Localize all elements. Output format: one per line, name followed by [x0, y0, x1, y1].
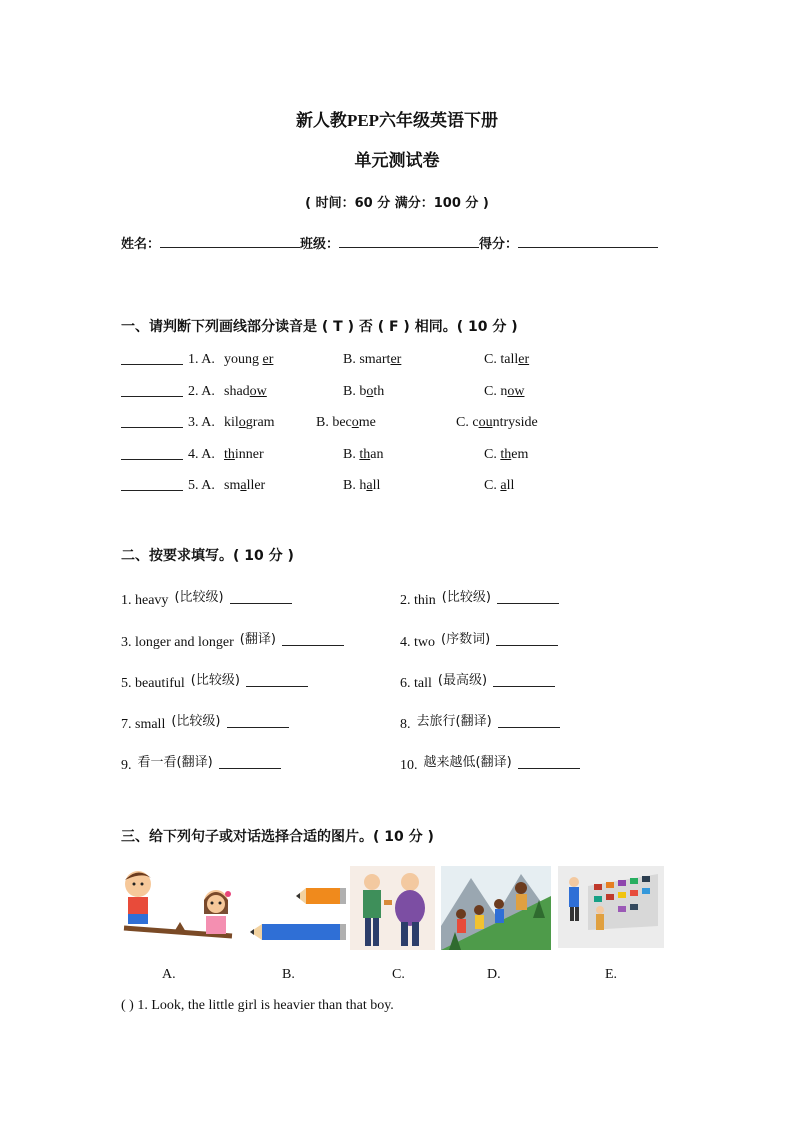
option-a-pre: shad [224, 384, 250, 399]
title-suffix: 六年级英语下册 [379, 111, 499, 131]
option-b-post: th [373, 384, 385, 399]
picture-d-hikers [441, 866, 551, 950]
fill-item [121, 672, 308, 692]
fill-item-blank[interactable] [230, 591, 292, 604]
answer-blank[interactable] [121, 478, 183, 496]
option-b-pre: B. b [343, 384, 367, 399]
picture-b-pencils [248, 882, 348, 942]
fill-item-blank[interactable] [227, 715, 289, 728]
fill-item-instruction: (比较级) [171, 714, 221, 729]
fill-item [121, 631, 344, 651]
fill-item-blank[interactable] [497, 591, 559, 604]
option-c-pre: C. tall [484, 352, 519, 367]
option-a [224, 352, 273, 368]
option-c-pre: C. n [484, 384, 508, 399]
class-label: 班级： [300, 237, 340, 252]
option-b-pre: B. bec [316, 415, 352, 430]
fill-item-blank[interactable] [219, 756, 281, 769]
option-a-post: ller [246, 478, 266, 493]
option-a [224, 384, 267, 400]
picture-label: E. [605, 967, 618, 982]
fill-item-word: 4. two [400, 635, 435, 650]
option-c [484, 352, 529, 368]
fill-item-instruction: 去旅行(翻译) [416, 714, 492, 729]
option-b-ul: o [351, 415, 359, 430]
fill-item-word: 3. longer and longer [121, 635, 234, 650]
answer-blank[interactable] [121, 384, 183, 402]
option-c-pre: C. [484, 447, 501, 462]
picture-e-shoe-store [558, 866, 664, 948]
option-a-post: inner [234, 447, 264, 462]
item-number: 2. A. [188, 384, 215, 399]
fill-item-word: 6. tall [400, 676, 432, 691]
option-c-ul: ou [478, 415, 493, 430]
fill-item [121, 713, 289, 733]
fill-item [400, 754, 580, 774]
option-a-ul: er [262, 352, 274, 367]
fill-item-blank[interactable] [282, 633, 344, 646]
title-prefix: 新人教 [295, 111, 347, 131]
option-c-ul: a [500, 478, 507, 493]
option-a-ul: ow [249, 384, 267, 399]
fill-item-blank[interactable] [493, 674, 555, 687]
option-b-post: ll [372, 478, 381, 493]
option-b-post: me [358, 415, 376, 430]
picture-label: D. [487, 967, 501, 982]
option-b [343, 384, 384, 400]
score-label: 得分： [479, 237, 519, 252]
option-c-ul: th [500, 447, 512, 462]
picture-label: B. [282, 967, 295, 982]
fill-item [400, 631, 558, 651]
student-info [121, 233, 658, 252]
option-b-pre: B. h [343, 478, 367, 493]
answer-blank[interactable] [121, 415, 183, 433]
option-a-ul: th [224, 447, 235, 462]
option-a-post: gram [245, 415, 275, 430]
option-c-post: ll [506, 478, 515, 493]
option-c [456, 415, 538, 431]
fill-item-word: 1. heavy [121, 593, 169, 608]
fill-item-word: 9. [121, 758, 132, 773]
option-b [316, 415, 376, 431]
answer-blank[interactable] [121, 447, 183, 465]
option-a [224, 447, 264, 463]
option-a [224, 478, 265, 494]
fill-item-word: 10. [400, 758, 418, 773]
fill-item [400, 713, 560, 733]
item-number: 4. A. [188, 447, 215, 462]
option-c [484, 384, 524, 400]
picture-a-seesaw [120, 866, 240, 950]
fill-item-word: 8. [400, 717, 411, 732]
option-b-pre: B. [343, 447, 360, 462]
fill-item-instruction: (比较级) [190, 673, 240, 688]
page-title [0, 106, 794, 131]
option-a-ul: o [238, 415, 246, 430]
title-pep: PEP [346, 111, 380, 130]
exam-meta: ( 时间：60 分 满分：100 分 ) [305, 196, 489, 211]
option-b-post: an [370, 447, 384, 462]
fill-item-blank[interactable] [518, 756, 580, 769]
option-c-ul: er [518, 352, 530, 367]
class-field[interactable] [339, 235, 479, 248]
picture-label: A. [162, 967, 176, 982]
section2-heading: 二、按要求填写。( 10 分 ) [121, 548, 294, 564]
item-number: 5. A. [188, 478, 215, 493]
option-b [343, 447, 383, 463]
fill-item-word: 7. small [121, 717, 166, 732]
name-label: 姓名： [121, 237, 161, 252]
option-c-pre: C. [484, 478, 501, 493]
item-number: 3. A. [188, 415, 215, 430]
option-c-pre: C. c [456, 415, 479, 430]
option-c-post: em [511, 447, 529, 462]
fill-item [121, 754, 281, 774]
item-number: 1. A. [188, 352, 215, 367]
option-b-ul: th [359, 447, 371, 462]
fill-item-instruction: 看一看(翻译) [137, 755, 213, 770]
section3-heading: 三、给下列句子或对话选择合适的图片。( 10 分 ) [121, 829, 434, 845]
option-b-pre: B. smart [343, 352, 391, 367]
option-c [484, 447, 528, 463]
fill-item-blank[interactable] [498, 715, 560, 728]
fill-item-instruction: 越来越低(翻译) [423, 755, 512, 770]
option-b-ul: a [366, 478, 373, 493]
fill-item [400, 589, 559, 609]
picture-c-two-men [350, 866, 435, 950]
option-b-ul: er [390, 352, 402, 367]
fill-item-instruction: (最高级) [437, 673, 488, 688]
option-a-pre: kil [224, 415, 239, 430]
option-a-pre: young [224, 352, 263, 367]
score-field[interactable] [518, 235, 658, 248]
option-b-ul: o [366, 384, 374, 399]
answer-blank[interactable] [121, 352, 183, 370]
option-c [484, 478, 514, 494]
fill-item [121, 589, 292, 609]
section3-question-1: ( ) 1. Look, the little girl is heavier than that boy. [121, 998, 394, 1013]
fill-item [400, 672, 555, 692]
fill-item-instruction: (序数词) [441, 632, 491, 647]
name-field[interactable] [160, 235, 300, 248]
fill-item-instruction: (翻译) [239, 632, 276, 647]
option-a-pre: sm [224, 478, 241, 493]
option-c-post: ntryside [492, 415, 538, 430]
option-b [343, 478, 380, 494]
page-subtitle: 单元测试卷 [354, 151, 440, 171]
option-c-ul: ow [507, 384, 525, 399]
fill-item-word: 5. beautiful [121, 676, 185, 691]
option-b [343, 352, 401, 368]
picture-label: C. [392, 967, 405, 982]
fill-item-blank[interactable] [246, 674, 308, 687]
fill-item-instruction: (比较级) [174, 590, 224, 605]
fill-item-blank[interactable] [496, 633, 558, 646]
option-a-ul: a [240, 478, 247, 493]
option-a [224, 415, 275, 431]
section1-heading: 一、请判断下列画线部分读音是 ( T ) 否 ( F ) 相同。( 10 分 ) [121, 319, 518, 335]
fill-item-instruction: (比较级) [441, 590, 491, 605]
fill-item-word: 2. thin [400, 593, 436, 608]
